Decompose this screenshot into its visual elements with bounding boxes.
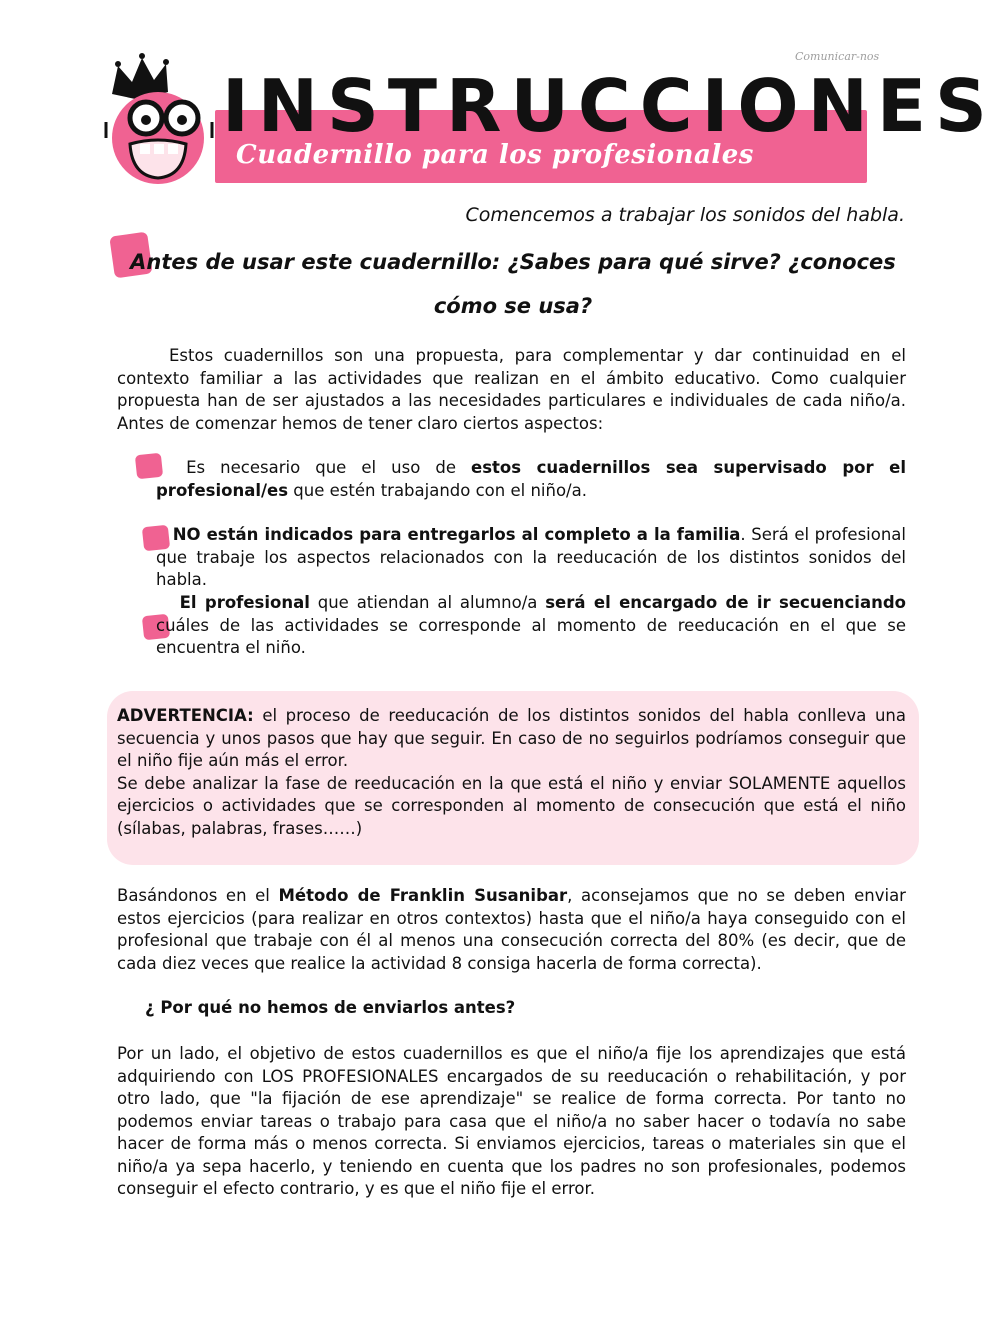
bullet-item: [156, 457, 906, 502]
question-heading: Antes de usar este cuadernillo: ¿Sabes para qué sirve? ¿conoces cómo se usa?: [130, 250, 896, 318]
bullet-item: [156, 524, 906, 592]
paragraph-text: Estos cuadernillos son una propuesta, para complementar y dar continuidad en el contexto familiar a las actividades que realizan en el ámbito educativo. Como cualquier propuesta han de ser ajustados a las necesidades particulares e individuales de cada niño/a. Antes de comenzar hemos de tener claro ciertos aspectos:: [117, 346, 906, 433]
section-heading: ¿ Por qué no hemos de enviarlos antes?: [145, 998, 516, 1017]
bullet-bold-text: NO están indicados para entregarlos al completo a la familia: [172, 525, 741, 544]
bullet-text: cuáles de las actividades se corresponde al momento de reeducación en el que se encuentra el niño.: [156, 615, 906, 657]
bullet-text: que atiendan al alumno/a: [309, 593, 546, 612]
bullet-bold-text: estos cuadernillos sea supervisado por el profesional/es: [156, 458, 906, 500]
bullet-text: . Será el profesional que trabaje los aspectos relacionados con la reeducación de los distintos sonidos del habla.: [156, 525, 906, 589]
bullet-item: [156, 592, 906, 660]
bullet-text: Es necesario que el uso de: [186, 458, 472, 477]
page-title: INSTRUCCIONES: [222, 64, 996, 148]
page-subtitle: Cuadernillo para los profesionales: [236, 140, 754, 170]
warning-label: ADVERTENCIA:: [117, 706, 254, 725]
paragraph-text: , aconsejamos que no se deben enviar estos ejercicios (para realizar en otros contextos) hasta que el niño/a haya conseguido con el profesional que trabaje con él al menos una consecución correcta del 80% (es decir, que de cada diez veces que realice la actividad 8 consiga hacerla de forma correcta).: [117, 886, 906, 973]
bullet-bold-text: será el encargado de ir secuenciando: [545, 593, 906, 612]
intro-line: Comencemos a trabajar los sonidos del habla.: [465, 204, 905, 226]
method-paragraph: [117, 885, 906, 975]
brand-watermark: Comunicar-nos: [795, 50, 880, 63]
bullet-text: que estén trabajando con el niño/a.: [288, 480, 587, 500]
mascot-face-icon: [100, 52, 220, 184]
explanation-paragraph: [117, 1043, 906, 1201]
warning-text: [117, 705, 906, 840]
method-name: Método de Franklin Susanibar: [278, 886, 568, 905]
paragraph-text: Basándonos en el: [117, 886, 279, 905]
warning-text-1: el proceso de reeducación de los distintos sonidos del habla conlleva una secuencia y unos pasos que hay que seguir. En caso de no seguirlos podríamos conseguir que el niño fije aún más el error.: [117, 706, 906, 770]
warning-text-2: Se debe analizar la fase de reeducación en la que está el niño y enviar SOLAMENTE aquellos ejercicios o actividades que se corresponden al momento de consecución que está el niño (sílabas, palabras, frases……): [117, 773, 906, 838]
intro-paragraph: [117, 345, 906, 435]
bullet-bold-text: El profesional: [179, 593, 310, 612]
paragraph-text: Por un lado, el objetivo de estos cuadernillos es que el niño/a fije los aprendizajes que está adquiriendo con LOS PROFESIONALES encargados de su reeducación o rehabilitación, y por otro lado, que "la fijación de ese aprendizaje" se realice de forma correcta. Por tanto no podemos enviar tareas o trabajo para casa que el niño/a no saber hacer o todavía no sabe hacer de forma más o menos correcta. Si enviamos ejercicios, tareas o materiales sin que el niño/a ya sepa hacerlo, y teniendo en cuenta que los padres no son profesionales, podemos conseguir el efecto contrario, y es que el niño fije el error.: [117, 1044, 906, 1198]
